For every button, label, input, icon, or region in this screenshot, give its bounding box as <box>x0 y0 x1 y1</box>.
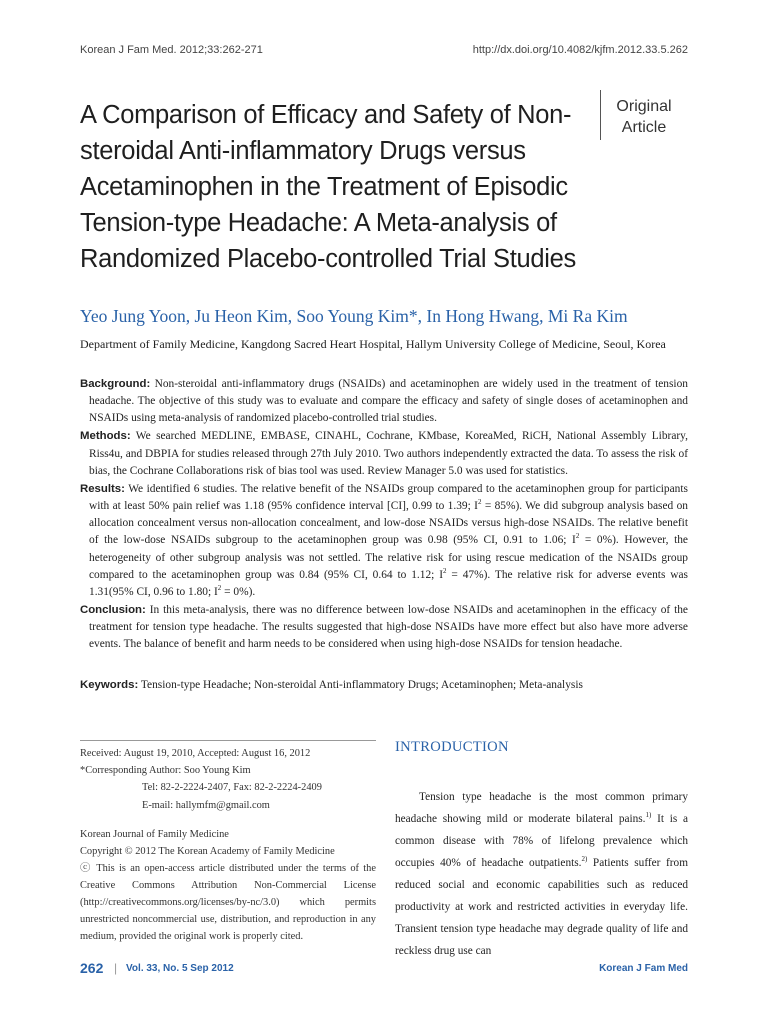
keywords <box>80 679 583 691</box>
abstract <box>80 376 688 654</box>
intro-text-1: Tension type headache is the most common primary headache showing mild or moderate bilateral pains. <box>395 791 688 825</box>
section-heading-introduction: INTRODUCTION <box>395 739 509 755</box>
abstract-methods <box>80 428 688 480</box>
article-info <box>80 745 376 814</box>
copyright-line: Copyright © 2012 The Korean Academy of Family Medicine <box>80 846 335 857</box>
running-head-citation: Korean J Fam Med. 2012;33:262-271 <box>80 44 263 56</box>
introduction-paragraph <box>395 786 688 962</box>
superscript: 2 <box>217 584 222 593</box>
abstract-background-label: Background: <box>80 378 151 390</box>
abstract-results-label: Results: <box>80 482 125 495</box>
abstract-conclusion-label: Conclusion: <box>80 604 146 617</box>
keywords-text: Tension-type Headache; Non-steroidal Anti-inflammatory Drugs; Acetaminophen; Meta-analysis <box>140 679 583 691</box>
page-number: 262 <box>80 960 104 976</box>
footer-separator: | <box>114 961 118 975</box>
license-statement <box>80 860 376 945</box>
superscript: 2 <box>575 532 580 541</box>
superscript: 2 <box>477 498 482 507</box>
abstract-results-text-5: = 0%). <box>221 586 256 599</box>
abstract-methods-label: Methods: <box>80 430 131 443</box>
article-title: A Comparison of Efficacy and Safety of Non-steroidal Anti-inflammatory Drugs versus Acetaminophen in the Treatment of Episodic Tension-type Headache: A Meta-analysis of Randomized Placebo-controlled Trial Studies <box>80 101 576 273</box>
abstract-results-text-4: = 47%). The relative risk for adverse events was 1.31(95% CI, 0.96 to 1.80; I <box>89 568 688 599</box>
contact-email[interactable]: E-mail: hallymfm@gmail.com <box>142 799 270 811</box>
abstract-background-text: Non-steroidal anti-inflammatory drugs (NSAIDs) and acetaminophen are widely used in the treatment of tension headache. The objective of this study was to evaluate and compare the efficacy and safety of single doses of acetaminophen and NSAIDs using meta-analysis of randomized placebo-controlled trial studies. <box>89 378 688 425</box>
cc-icon: ⓒ <box>80 863 93 874</box>
article-type-divider <box>600 90 601 140</box>
abstract-results-text-1: We identified 6 studies. The relative benefit of the NSAIDs group compared to the acetaminophen group for participants with at least 50% pain relief was 1.18 (95% confidence interval [CI], 0.99 to 1.39; I <box>89 482 688 513</box>
citation-ref[interactable]: 1) <box>645 811 652 820</box>
article-type-label: Original Article <box>616 98 672 136</box>
abstract-conclusion <box>80 602 688 654</box>
footer-volume: Vol. 33, No. 5 Sep 2012 <box>126 963 234 974</box>
footer-journal-name: Korean J Fam Med <box>599 963 688 974</box>
abstract-results-text-3: = 0%). However, the heterogeneity of other subgroup analysis was not settled. The relative risk for using rescue medication of the NSAIDs group compared to the acetaminophen group was 0.84 (95% CI, 0.64 to 1.12; I <box>89 534 688 581</box>
abstract-methods-text: We searched MEDLINE, EMBASE, CINAHL, Cochrane, KMbase, KoreaMed, RiCH, National Assembly Library, Riss4u, and DBPIA for studies released through 27th July 2010. Two authors independently extracted the data. To assess the risk of bias, the Cochrane Collaborations risk of bias tool was used. Review Manager 5.0 was used for statistics. <box>89 430 688 477</box>
running-head-doi[interactable]: http://dx.doi.org/10.4082/kjfm.2012.33.5.262 <box>472 44 688 56</box>
abstract-conclusion-text: In this meta-analysis, there was no difference between low-dose NSAIDs and acetaminophen in the efficacy of the treatment for tension type headache. The results suggested that high-dose NSAIDs have more effect but also have more adverse events. The balance of benefit and harm needs to be considered when using high-dose NSAIDs for tension headache. <box>89 604 688 651</box>
copyright-journal: Korean Journal of Family Medicine <box>80 829 229 840</box>
copyright-block <box>80 826 376 945</box>
intro-text-3: Patients suffer from reduced social and economic capabilities such as reduced productivity at work and restricted activities in everyday life. Transient tension type headache may degrade quality of life and reckless drug use can <box>395 857 688 957</box>
received-accepted-dates: Received: August 19, 2010, Accepted: August 16, 2012 <box>80 748 311 759</box>
author-list: Yeo Jung Yoon, Ju Heon Kim, Soo Young Kim*, In Hong Hwang, Mi Ra Kim <box>80 306 628 326</box>
intro-text-2: It is a common disease with 78% of lifelong prevalence which occupies 40% of headache outpatients. <box>395 813 688 869</box>
abstract-results-text-2: = 85%). We did subgroup analysis based on allocation concealment versus non-allocation concealment, and low-dose NSAIDs versus high-dose NSAIDs. The relative benefit of the low-dose NSAIDs subgroup to the acetaminophen group was 0.98 (95% CI, 0.91 to 1.06; I <box>89 500 688 547</box>
contact-phone-fax: Tel: 82-2-2224-2407, Fax: 82-2-2224-2409 <box>142 782 322 794</box>
superscript: 2 <box>443 567 447 576</box>
abstract-background <box>80 376 688 428</box>
author-affiliation: Department of Family Medicine, Kangdong Sacred Heart Hospital, Hallym University College of Medicine, Seoul, Korea <box>80 337 666 351</box>
abstract-results <box>80 481 688 601</box>
license-text: This is an open-access article distributed under the terms of the Creative Commons Attribution Non-Commercial License (http://creativecommons.org/licenses/by-nc/3.0) which permits unrestricted noncommercial use, distribution, and reproduction in any medium, provided the original work is properly cited. <box>80 863 376 942</box>
citation-ref[interactable]: 2) <box>581 855 588 864</box>
article-info-rule <box>80 740 376 741</box>
keywords-label: Keywords: <box>80 679 139 691</box>
corresponding-author: *Corresponding Author: Soo Young Kim <box>80 765 251 777</box>
